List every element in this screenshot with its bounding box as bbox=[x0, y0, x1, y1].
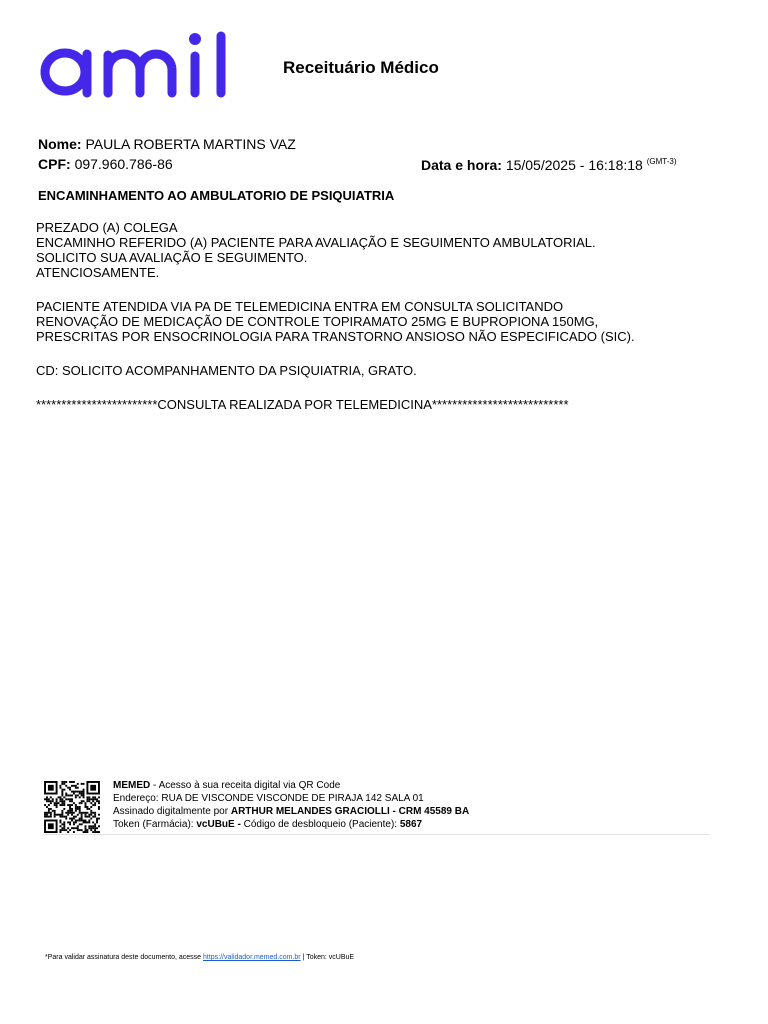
body-line: ************************CONSULTA REALIZADA POR TELEMEDICINA*************************** bbox=[36, 397, 569, 412]
memed-label: MEMED bbox=[113, 780, 151, 791]
datetime-value: 15/05/2025 - 16:18:18 bbox=[505, 157, 643, 173]
qr-code-icon[interactable] bbox=[44, 781, 100, 833]
timezone-label: (GMT-3) bbox=[646, 157, 677, 166]
paragraph-conduct bbox=[36, 363, 736, 378]
patient-name-label: Nome: bbox=[38, 136, 82, 152]
referral-body bbox=[36, 220, 736, 431]
body-line: PREZADO (A) COLEGA bbox=[36, 220, 178, 235]
signer-name: ARTHUR MELANDES GRACIOLLI - CRM 45589 BA bbox=[230, 806, 470, 817]
paragraph-telemedicine-note bbox=[36, 397, 736, 412]
cpf-value: 097.960.786-86 bbox=[74, 156, 173, 172]
amil-logo bbox=[38, 30, 256, 102]
patient-name bbox=[38, 136, 296, 152]
body-line: SOLICITO SUA AVALIAÇÃO E SEGUIMENTO. bbox=[36, 250, 308, 265]
referral-heading: ENCAMINHAMENTO AO AMBULATORIO DE PSIQUIATRIA bbox=[38, 188, 395, 203]
datetime-label: Data e hora: bbox=[421, 157, 502, 173]
issue-datetime bbox=[421, 157, 677, 173]
validation-note: *Para validar assinatura deste documento, acesse https://validador.memed.com.br | Token: vcUBuE bbox=[45, 954, 355, 961]
memed-line: MEMED - Acesso à sua receita digital via QR Code bbox=[113, 780, 341, 791]
body-line: PRESCRITAS POR ENSOCRINOLOGIA PARA TRANSTORNO ANSIOSO NÃO ESPECIFICADO (SIC). bbox=[36, 329, 635, 344]
address-value: RUA DE VISCONDE VISCONDE DE PIRAJA 142 SALA 01 bbox=[161, 793, 424, 804]
address-line: Endereço: RUA DE VISCONDE VISCONDE DE PIRAJA 142 SALA 01 bbox=[113, 793, 424, 804]
body-line: RENOVAÇÃO DE MEDICAÇÃO DE CONTROLE TOPIRAMATO 25MG E BUPROPIONA 150MG, bbox=[36, 314, 599, 329]
cpf-label: CPF: bbox=[38, 156, 71, 172]
body-line: PACIENTE ATENDIDA VIA PA DE TELEMEDICINA ENTRA EM CONSULTA SOLICITANDO bbox=[36, 299, 564, 314]
footer-text bbox=[113, 779, 469, 831]
unlock-code: 5867 bbox=[399, 819, 423, 830]
body-line: ENCAMINHO REFERIDO (A) PACIENTE PARA AVALIAÇÃO E SEGUIMENTO AMBULATORIAL. bbox=[36, 235, 596, 250]
paragraph-clinical bbox=[36, 299, 736, 344]
signature-line: Assinado digitalmente por ARTHUR MELANDES GRACIOLLI - CRM 45589 BA bbox=[113, 806, 470, 817]
token-line: Token (Farmácia): vcUBuE - Código de desbloqueio (Paciente): 5867 bbox=[113, 819, 423, 830]
amil-logo-icon bbox=[38, 30, 256, 102]
patient-name-value: PAULA ROBERTA MARTINS VAZ bbox=[85, 136, 296, 152]
validation-link[interactable]: https://validador.memed.com.br bbox=[202, 954, 301, 961]
paragraph-greeting bbox=[36, 220, 736, 280]
body-line: CD: SOLICITO ACOMPANHAMENTO DA PSIQUIATRIA, GRATO. bbox=[36, 363, 417, 378]
document-title: Receituário Médico bbox=[283, 58, 439, 77]
body-line: ATENCIOSAMENTE. bbox=[36, 265, 160, 280]
footer-divider bbox=[44, 834, 710, 835]
patient-cpf bbox=[38, 156, 173, 172]
pharmacy-token: vcUBuE bbox=[196, 819, 235, 830]
